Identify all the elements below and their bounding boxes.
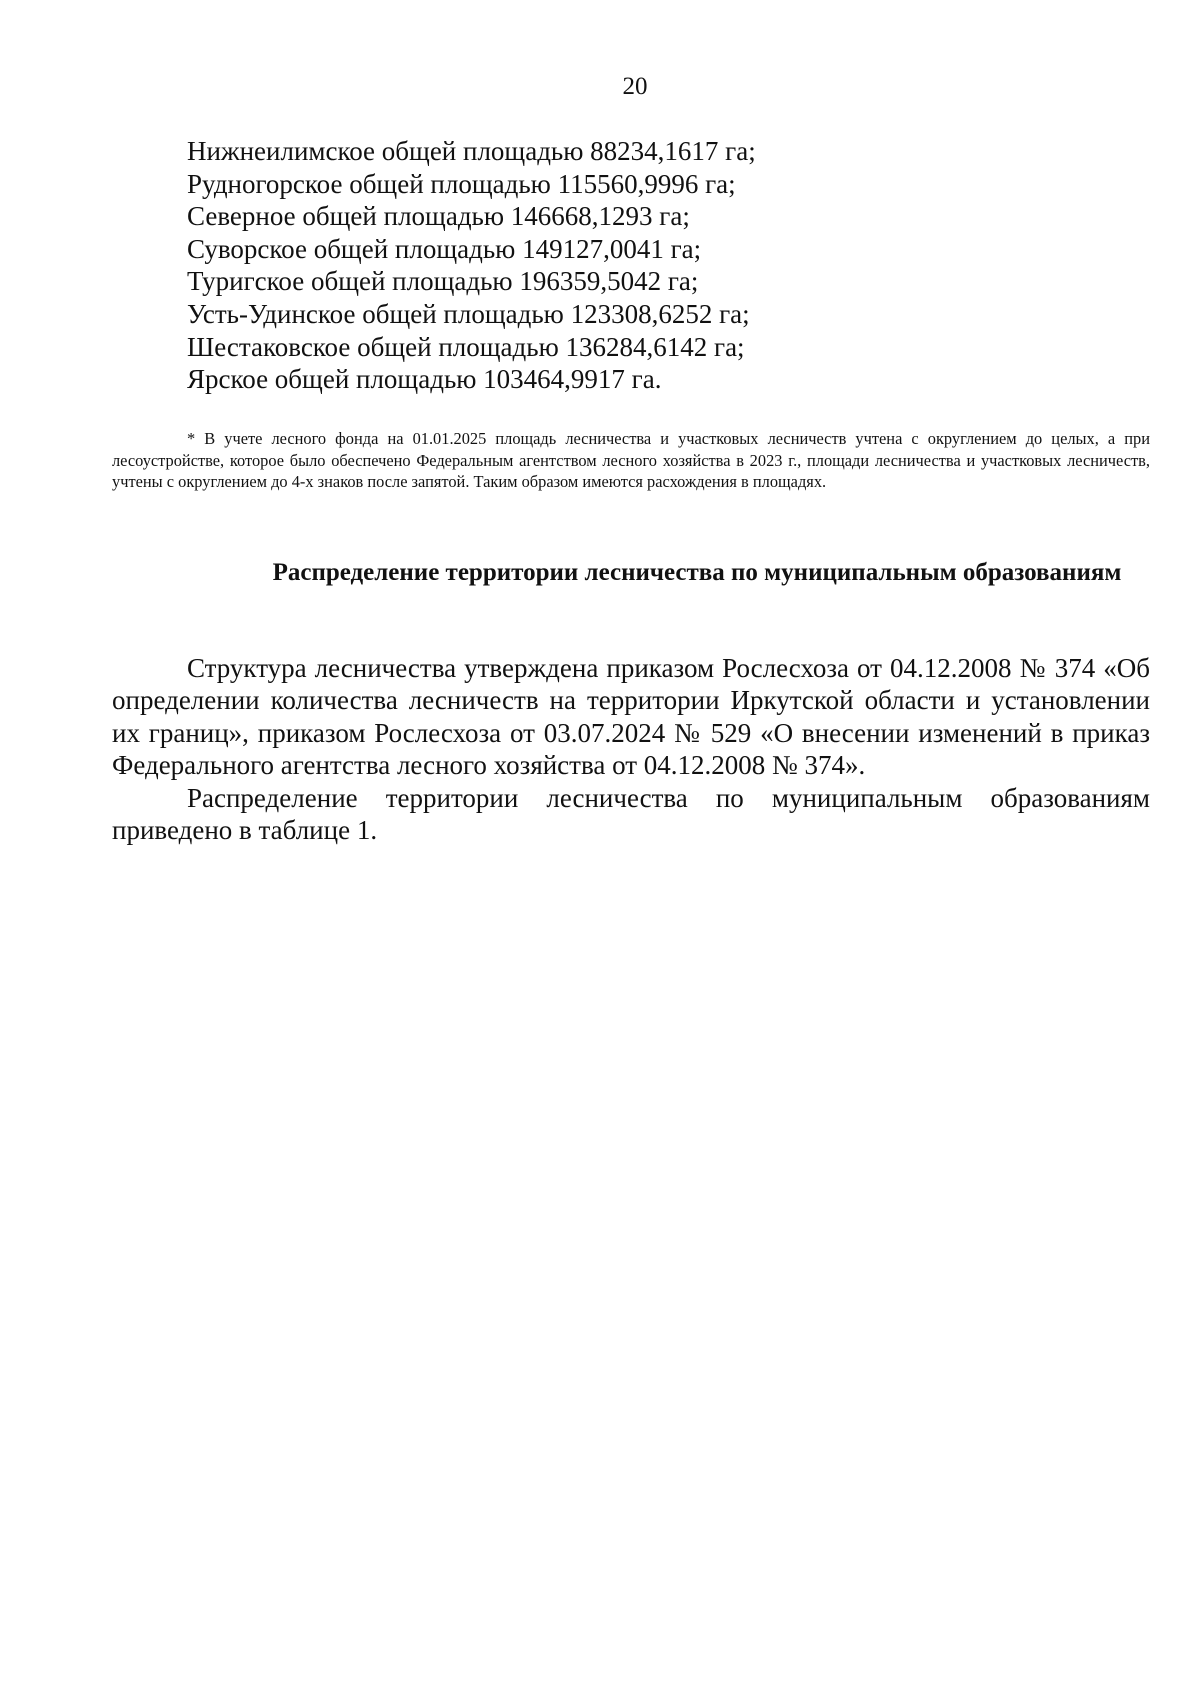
list-item: Рудногорское общей площадью 115560,9996 га; [187, 168, 736, 199]
list-item: Суворское общей площадью 149127,0041 га; [187, 233, 702, 264]
list-item: Туригское общей площадью 196359,5042 га; [187, 266, 699, 297]
section-heading: Распределение территории лесничества по муниципальным образованиям [272, 559, 1122, 586]
list-item: Ярское общей площадью 103464,9917 га. [187, 364, 662, 395]
section-body [112, 652, 1150, 846]
list-item: Нижнеилимское общей площадью 88234,1617 га; [187, 136, 756, 166]
paragraph: Распределение территории лесничества по муниципальным образованиям приведено в таблице 1. [112, 782, 1150, 846]
list-item: Северное общей площадью 146668,1293 га; [187, 201, 690, 232]
paragraph: Структура лесничества утверждена приказом Рослесхоза от 04.12.2008 № 374 «Об определении количества лесничеств на территории Иркутской области и установлении их границ», приказом Рослесхоза от 03.07.2024 № 529 «О внесении изменений в приказ Федерального агентства лесного хозяйства от 04.12.2008 № 374». [112, 653, 1150, 781]
forestry-area-list [187, 135, 1167, 396]
footnote: * В учете лесного фонда на 01.01.2025 площадь лесничества и участковых лесничеств учтена с округлением до целых, а при лесоустройстве, которое было обеспечено Федеральным агентством лесного хозяйства в 2023 г., площади лесничества и участковых лесничеств, учтены с округлением до 4-х знаков после запятой. Таким образом имеются расхождения в площадях. [112, 429, 1150, 491]
list-item: Шестаковское общей площадью 136284,6142 га; [187, 331, 745, 362]
list-item: Усть-Удинское общей площадью 123308,6252 га; [187, 298, 750, 329]
page-number: 20 [622, 73, 648, 100]
